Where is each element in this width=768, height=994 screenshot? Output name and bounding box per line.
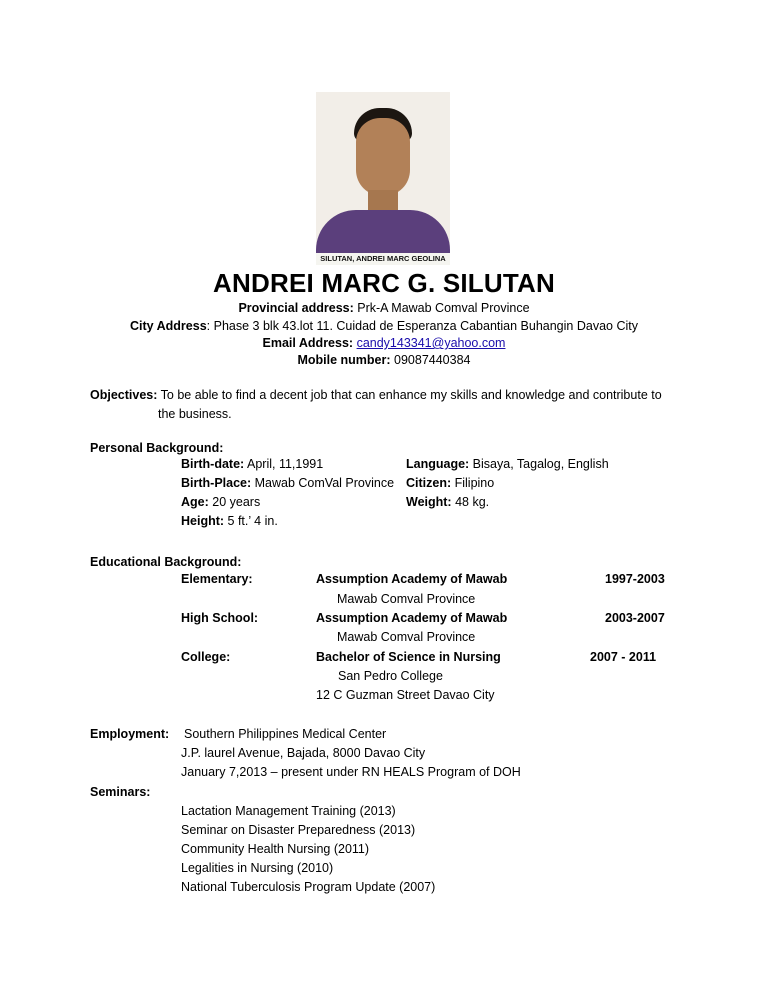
employment-label: Employment: bbox=[90, 727, 170, 741]
birthdate bbox=[181, 457, 323, 471]
education-address: Mawab Comval Province bbox=[337, 592, 476, 606]
email-label: Email Address: bbox=[262, 336, 354, 350]
objectives-text: To be able to find a decent job that can enhance my skills and knowledge and contribute to bbox=[157, 388, 662, 402]
education-school: Bachelor of Science in Nursing bbox=[316, 650, 501, 664]
education-years: 2007 - 2011 bbox=[590, 650, 657, 664]
educational-background-heading: Educational Background: bbox=[90, 555, 242, 569]
mobile-number bbox=[0, 353, 768, 367]
seminar-item: Community Health Nursing (2011) bbox=[181, 842, 370, 856]
employment-address: J.P. laurel Avenue, Bajada, 8000 Davao City bbox=[181, 746, 426, 760]
objectives-line2: the business. bbox=[158, 407, 232, 421]
education-school: Assumption Academy of Mawab bbox=[316, 611, 508, 625]
education-years: 2003-2007 bbox=[605, 611, 665, 625]
citizen bbox=[406, 476, 494, 490]
language-label: Language: bbox=[406, 457, 470, 471]
mobile-label: Mobile number: bbox=[297, 353, 391, 367]
weight-value: 48 kg. bbox=[451, 495, 490, 509]
language-value: Bisaya, Tagalog, English bbox=[469, 457, 609, 471]
employment-employer: Southern Philippines Medical Center bbox=[184, 727, 387, 741]
email-address bbox=[0, 336, 768, 350]
provincial-address-value: Prk-A Mawab Comval Province bbox=[353, 301, 530, 315]
education-level: College: bbox=[181, 650, 231, 664]
education-address: Mawab Comval Province bbox=[337, 630, 476, 644]
weight bbox=[406, 495, 489, 509]
email-link[interactable]: candy143341@yahoo.com bbox=[356, 336, 506, 350]
height bbox=[181, 514, 278, 528]
age-value: 20 years bbox=[208, 495, 261, 509]
seminar-item: Legalities in Nursing (2010) bbox=[181, 861, 334, 875]
seminar-item: National Tuberculosis Program Update (2007) bbox=[181, 880, 436, 894]
city-address-label: City Address bbox=[130, 319, 207, 333]
birthplace-label: Birth-Place: bbox=[181, 476, 252, 490]
birthplace-value: Mawab ComVal Province bbox=[251, 476, 395, 490]
age bbox=[181, 495, 260, 509]
citizen-label: Citizen: bbox=[406, 476, 452, 490]
personal-background-heading: Personal Background: bbox=[90, 441, 224, 455]
education-level: Elementary: bbox=[181, 572, 253, 586]
city-address bbox=[0, 319, 768, 333]
provincial-address-label: Provincial address: bbox=[238, 301, 354, 315]
birthplace bbox=[181, 476, 394, 490]
provincial-address bbox=[0, 301, 768, 315]
photo-face bbox=[356, 118, 410, 196]
height-value: 5 ft.’ 4 in. bbox=[224, 514, 278, 528]
education-years: 1997-2003 bbox=[605, 572, 665, 586]
objectives-line1 bbox=[90, 388, 662, 402]
objectives-label: Objectives: bbox=[90, 388, 158, 402]
resume-name: ANDREI MARC G. SILUTAN bbox=[213, 268, 555, 298]
photo-caption: SILUTAN, ANDREI MARC GEOLINA bbox=[316, 253, 450, 265]
height-label: Height: bbox=[181, 514, 225, 528]
city-address-value: : Phase 3 blk 43.lot 11. Cuidad de Esperanza Cabantian Buhangin Davao City bbox=[206, 319, 638, 333]
education-level: High School: bbox=[181, 611, 259, 625]
mobile-value: 09087440384 bbox=[390, 353, 471, 367]
age-label: Age: bbox=[181, 495, 209, 509]
weight-label: Weight: bbox=[406, 495, 452, 509]
birthdate-label: Birth-date: bbox=[181, 457, 245, 471]
birthdate-value: April, 11,1991 bbox=[244, 457, 324, 471]
employment-period: January 7,2013 – present under RN HEALS Program of DOH bbox=[181, 765, 521, 779]
language bbox=[406, 457, 609, 471]
seminars-label: Seminars: bbox=[90, 785, 151, 799]
seminar-item: Seminar on Disaster Preparedness (2013) bbox=[181, 823, 416, 837]
photo-shirt bbox=[316, 210, 450, 255]
education-school: Assumption Academy of Mawab bbox=[316, 572, 508, 586]
seminar-item: Lactation Management Training (2013) bbox=[181, 804, 396, 818]
education-address: San Pedro College bbox=[338, 669, 443, 683]
education-address-line2: 12 C Guzman Street Davao City bbox=[316, 688, 495, 702]
profile-photo bbox=[316, 92, 450, 265]
citizen-value: Filipino bbox=[451, 476, 495, 490]
